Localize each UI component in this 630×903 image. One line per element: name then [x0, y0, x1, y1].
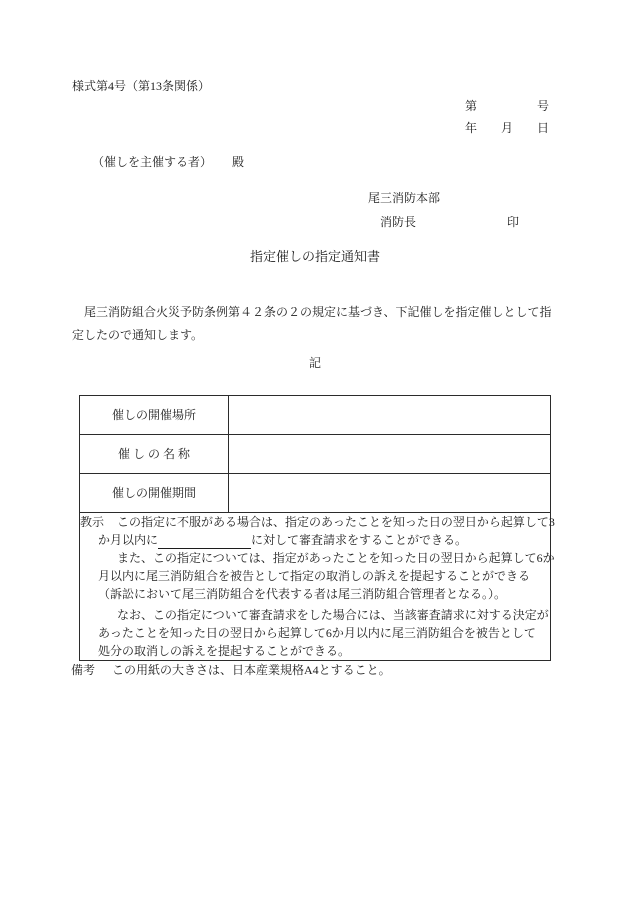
row-label-event-location: 催しの開催場所: [80, 396, 229, 435]
instructions-cell: [80, 513, 555, 661]
instructions-line: 教示 この指定に不服がある場合は、指定のあったことを知った日の翌日から起算して3: [80, 515, 555, 529]
seal-mark: 印: [507, 215, 520, 229]
sender-organization: 尾三消防本部: [368, 191, 441, 205]
document-title: 指定催しの指定通知書: [249, 249, 380, 264]
remarks-text: この用紙の大きさは、日本産業規格A4とすること。: [112, 663, 391, 677]
event-details-table: [79, 395, 555, 661]
remarks-line: [71, 663, 391, 677]
table-row: [80, 396, 551, 435]
instructions-line: あったことを知った日の翌日から起算して6か月以内に尾三消防組合を被告として: [98, 626, 536, 640]
blank-underline: [158, 536, 251, 549]
table-row-instructions: [80, 513, 551, 661]
value-cell-event-name: [229, 435, 551, 474]
recipient-honorific: 殿: [232, 155, 245, 169]
instructions-label: 教示: [80, 515, 105, 529]
recipient-addressee: （催しを主催する者）: [92, 155, 213, 169]
row-label-event-period: 催しの開催期間: [80, 474, 229, 513]
document-number-line: 第 号: [464, 99, 549, 113]
sender-title: 消防長: [380, 215, 417, 229]
value-cell-event-period: [229, 474, 551, 513]
instructions-line: 月以内に尾三消防組合を被告として指定の取消しの訴えを提起することができる: [98, 569, 531, 583]
instructions-line: また、この指定については、指定があったことを知った日の翌日から起算して6か: [117, 551, 555, 565]
table-row: [80, 435, 551, 474]
form-number-note: 様式第4号（第13条関係）: [72, 79, 211, 93]
body-paragraph: 尾三消防組合火災予防条例第４２条の２の規定に基づき、下記催しを指定催しとして指定したので通知します。: [72, 305, 552, 342]
instructions-line: なお、この指定について審査請求をした場合には、当該審査請求に対する決定が: [117, 608, 549, 622]
table-row: [80, 474, 551, 513]
recipient-line: [92, 155, 244, 169]
sender-title-row: [380, 215, 580, 229]
instructions-line: 処分の取消しの訴えを提起することができる。: [98, 644, 351, 658]
date-line: 年 月 日: [464, 121, 549, 135]
instructions-line: （訴訟において尾三消防組合を代表する者は尾三消防組合管理者となる。）。: [98, 587, 507, 601]
ki-marker: 記: [308, 356, 321, 370]
instructions-line: か月以内に に対して審査請求をすることができる。: [98, 533, 468, 547]
value-cell-event-location: [229, 396, 551, 435]
row-label-event-name: 催 し の 名 称: [80, 435, 229, 474]
remarks-label: 備考: [71, 663, 96, 677]
